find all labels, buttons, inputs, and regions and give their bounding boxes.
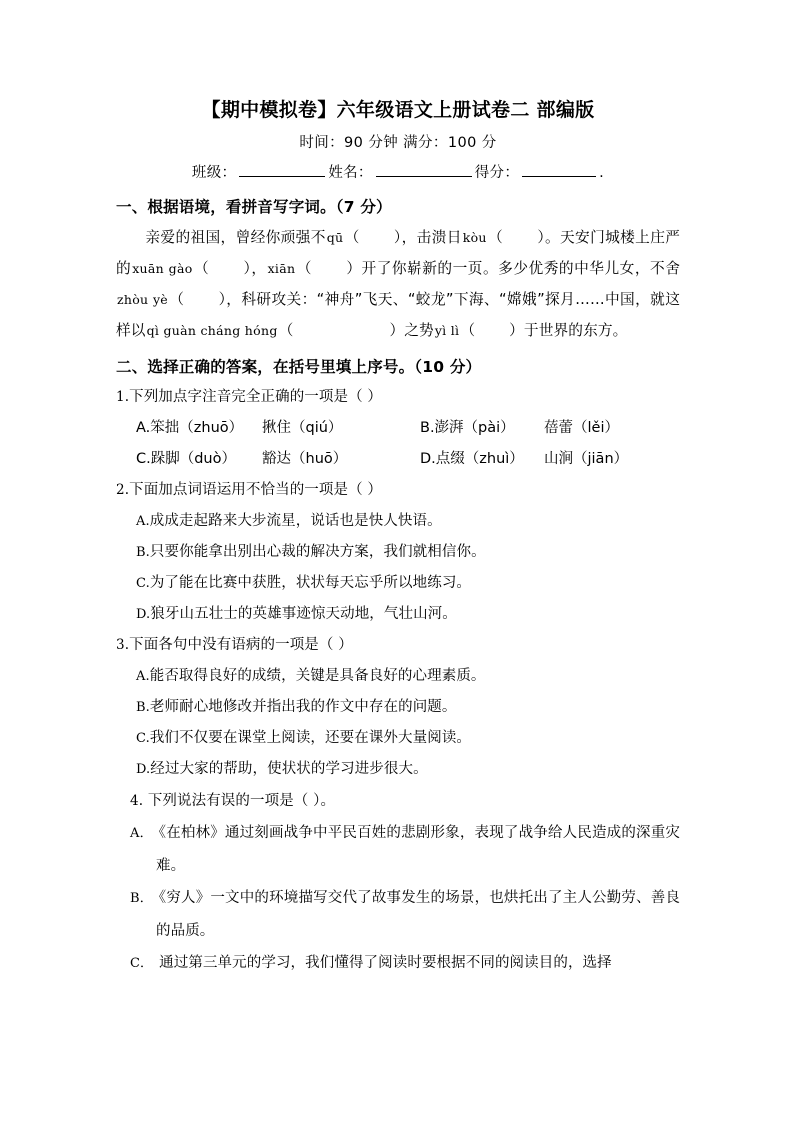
q1-option-c2[interactable]: 豁达（huō） bbox=[262, 451, 348, 467]
q1-option-d2[interactable]: 山涧（jiān） bbox=[544, 451, 629, 467]
section-1-paragraph: 亲爱的祖国，曾经你顽强不qū（ ），击溃日kòu（ ）。天安门城楼上庄严的xuān gào（ ），xiān（ ）开了你崭新的一页。多少优秀的中华儿女，不舍zhòu yè（ ），科研攻关：“神舟”飞天、“蛟龙”下海、“嫦娥”探月……中国，就这样以qì guàn cháng hóng（ ）之势yì lì（ ）于世界的东方。 bbox=[116, 229, 681, 339]
exam-meta-time-score: 时间：90 分钟 满分：100 分 bbox=[299, 135, 497, 151]
class-label: 班级： bbox=[191, 165, 237, 181]
question-2-option-d[interactable] bbox=[116, 599, 680, 630]
question-2-option-c[interactable] bbox=[116, 568, 680, 599]
pinyin-yili: yì lì bbox=[434, 323, 460, 338]
pinyin-zhouye: zhòu yè bbox=[117, 292, 169, 307]
question-3-option-d[interactable] bbox=[116, 754, 680, 785]
question-1-row-2 bbox=[116, 444, 680, 475]
q4-text-c: 通过第三单元的学习，我们懂得了阅读时要根据不同的阅读目的，选择 bbox=[159, 955, 612, 971]
question-4-option-c[interactable] bbox=[116, 947, 680, 980]
s1-text-g: ）之势 bbox=[389, 322, 434, 339]
section-1-heading: 一、根据语境，看拼音写字词。（7 分） bbox=[116, 198, 392, 216]
q1-option-a[interactable]: A.笨拙（zhuō） bbox=[136, 420, 244, 436]
q2-letter-a: A. bbox=[136, 514, 150, 529]
q4-letter-b: B． bbox=[130, 891, 153, 906]
q2-letter-c: C. bbox=[136, 576, 150, 591]
question-3-option-a[interactable] bbox=[116, 661, 680, 692]
q1-option-b2[interactable]: 蓓蕾（lěi） bbox=[544, 420, 619, 436]
pinyin-xuangao: xuān gào bbox=[132, 261, 193, 276]
question-2-number: 2. bbox=[116, 482, 130, 498]
question-4-option-a[interactable] bbox=[116, 817, 680, 882]
q4-letter-a: A． bbox=[130, 826, 153, 841]
q3-text-d: 经过大家的帮助，使状状的学习进步很大。 bbox=[150, 761, 428, 777]
s1-text-a: 亲爱的祖国，曾经你顽强不 bbox=[145, 229, 326, 246]
q2-letter-b: B. bbox=[136, 545, 150, 560]
question-2-option-a[interactable] bbox=[116, 506, 680, 537]
page-title: 【期中模拟卷】六年级语文上册试卷二 部编版 bbox=[201, 99, 595, 121]
question-3-stem bbox=[116, 630, 680, 661]
s1-text-c: ）。天安门城楼上庄严的 bbox=[116, 229, 681, 277]
q3-text-c: 我们不仅要在课堂上阅读，还要在课外大量阅读。 bbox=[149, 730, 472, 746]
s1-text-d: ）， bbox=[243, 260, 267, 277]
question-3-option-b[interactable] bbox=[116, 692, 680, 723]
q4-text-a: 《在柏林》通过刻画战争中平民百姓的悲剧形象，表现了战争给人民造成的深重灾难。 bbox=[156, 825, 680, 874]
q3-letter-c: C. bbox=[136, 731, 150, 746]
student-info-line bbox=[116, 160, 680, 186]
score-blank[interactable] bbox=[522, 162, 596, 177]
q3-letter-a: A. bbox=[136, 669, 150, 684]
s1-text-f: ），科研攻关：“神舟”飞天、“蛟龙”下海、“嫦娥”探月……中国，就这样以 bbox=[116, 291, 680, 339]
q1-option-c[interactable]: C.跺脚（duò） bbox=[136, 451, 236, 467]
question-2-stem bbox=[116, 475, 680, 506]
question-4-option-b[interactable] bbox=[116, 882, 680, 947]
q1-option-a2[interactable]: 揪住（qiú） bbox=[262, 420, 343, 436]
question-4-text: 下列说法有误的一项是（ ）。 bbox=[147, 793, 336, 809]
question-1-number: 1. bbox=[116, 389, 130, 405]
pinyin-qiguanchanghong: qì guàn cháng hóng bbox=[146, 323, 278, 338]
q1-option-b[interactable]: B.澎湃（pài） bbox=[420, 420, 515, 436]
q2-text-a: 成成走起路来大步流星，说话也是快人快语。 bbox=[149, 513, 442, 529]
q1-option-d[interactable]: D.点缀（zhuì） bbox=[420, 451, 524, 467]
s1-text-b: ），击溃日 bbox=[393, 229, 462, 246]
question-4-stem bbox=[116, 785, 680, 817]
class-blank[interactable] bbox=[239, 162, 325, 177]
page-content bbox=[116, 96, 680, 980]
question-3-number: 3. bbox=[116, 637, 130, 653]
question-3-option-c[interactable] bbox=[116, 723, 680, 754]
q2-letter-d: D. bbox=[136, 607, 151, 622]
q3-letter-b: B. bbox=[136, 700, 150, 715]
question-1-text: 下列加点字注音完全正确的一项是（ ） bbox=[129, 389, 383, 405]
question-4-number: 4. bbox=[130, 793, 144, 809]
q2-text-b: 只要你能拿出别出心裁的解决方案，我们就相信你。 bbox=[149, 544, 486, 560]
question-2-text: 下面加点词语运用不恰当的一项是（ ） bbox=[129, 482, 383, 498]
info-trailing-dot: . bbox=[599, 165, 605, 181]
q2-text-c: 为了能在比赛中获胜，状状每天忘乎所以地练习。 bbox=[149, 575, 472, 591]
q3-letter-d: D. bbox=[136, 762, 151, 777]
q4-letter-c: C． bbox=[130, 956, 154, 971]
question-1-row-1 bbox=[116, 413, 680, 444]
q4-text-b: 《穷人》一文中的环境描写交代了故事发生的场景，也烘托出了主人公勤劳、善良的品质。 bbox=[156, 890, 680, 939]
q3-text-b: 老师耐心地修改并指出我的作文中存在的问题。 bbox=[149, 699, 457, 715]
s1-text-h: ）于世界的东方。 bbox=[509, 322, 628, 339]
q2-text-d: 狼牙山五壮士的英雄事迹惊天动地，气壮山河。 bbox=[150, 606, 457, 622]
question-1-stem bbox=[116, 382, 680, 413]
q3-text-a: 能否取得良好的成绩，关键是具备良好的心理素质。 bbox=[149, 668, 486, 684]
pinyin-kou: kòu bbox=[462, 230, 487, 245]
pinyin-qu: qū bbox=[326, 230, 344, 245]
name-blank[interactable] bbox=[376, 162, 472, 177]
s1-text-e: ）开了你崭新的一页。多少优秀的中华儿女，不舍 bbox=[345, 260, 680, 277]
pinyin-xian: xiān bbox=[267, 261, 296, 276]
name-label: 姓名： bbox=[328, 165, 373, 181]
question-2-option-b[interactable] bbox=[116, 537, 680, 568]
score-label: 得分： bbox=[474, 165, 520, 181]
question-3-text: 下面各句中没有语病的一项是（ ） bbox=[129, 637, 353, 653]
section-2-heading: 二、选择正确的答案，在括号里填上序号。（10 分） bbox=[116, 358, 482, 376]
